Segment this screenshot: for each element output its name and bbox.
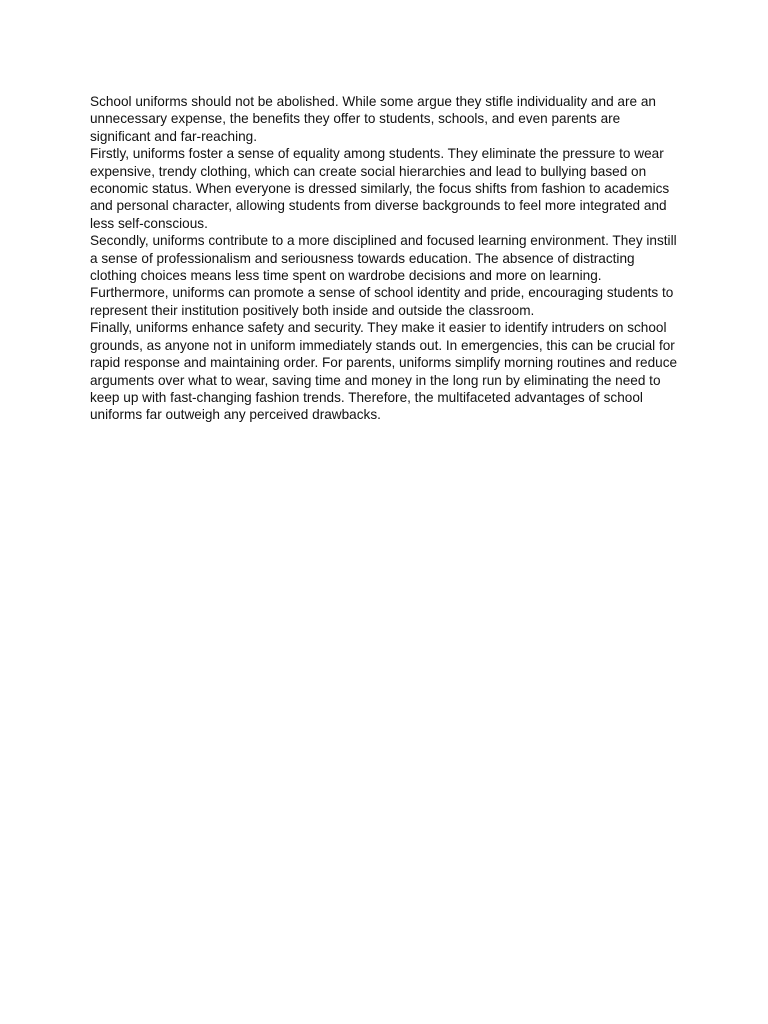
paragraph-equality: Firstly, uniforms foster a sense of equality among students. They eliminate the pressure to wear expensive, trendy clothing, which can create social hierarchies and lead to bullying based on economic status. When everyone is dressed similarly, the focus shifts from fashion to academics and personal character, allowing students from diverse backgrounds to feel more integrated and less self-conscious. — [90, 146, 670, 231]
document-body — [90, 93, 682, 424]
paragraph-intro: School uniforms should not be abolished. While some argue they stifle individuality and are an unnecessary expense, the benefits they offer to students, schools, and even parents are significant and far-reaching. — [90, 94, 656, 144]
paragraph-safety: Finally, uniforms enhance safety and security. They make it easier to identify intruders on school grounds, as anyone not in uniform immediately stands out. In emergencies, this can be crucial for rapid response and maintaining order. For parents, uniforms simplify morning routines and reduce arguments over what to wear, saving time and money in the long run by eliminating the need to keep up with fast-changing fashion trends. Therefore, the multifaceted advantages of school uniforms far outweigh any perceived drawbacks. — [90, 320, 678, 423]
paragraph-discipline: Secondly, uniforms contribute to a more disciplined and focused learning environment. They instill a sense of professionalism and seriousness towards education. The absence of distracting clothing choices means less time spent on wardrobe decisions and more on learning. Furthermore, uniforms can promote a sense of school identity and pride, encouraging students to represent their institution positively both inside and outside the classroom. — [90, 233, 677, 318]
